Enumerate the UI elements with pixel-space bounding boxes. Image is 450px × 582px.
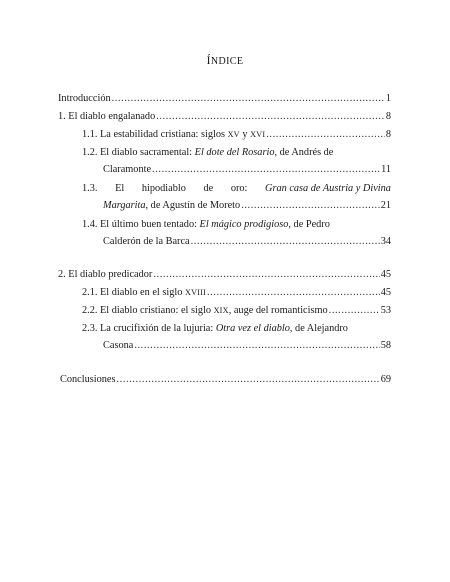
- toc-entry-label: [103, 200, 240, 212]
- toc-entry-label: 2. El diablo predicador: [58, 269, 153, 280]
- toc-entry-label: [82, 129, 265, 141]
- toc-entry-1-4-line-1[interactable]: [82, 219, 391, 231]
- small-caps-numeral: XV: [227, 130, 240, 139]
- dot-leader: [153, 269, 379, 281]
- label-part: 1.4. El último buen tentado:: [82, 219, 200, 230]
- toc-entry-2-3-line-1[interactable]: [82, 323, 391, 335]
- toc-entry-label: [82, 287, 206, 299]
- work-title: El dote del Rosario: [194, 147, 275, 158]
- dot-leader: [134, 340, 379, 352]
- label-part: El: [115, 183, 125, 194]
- title-initial: Í: [206, 55, 211, 67]
- label-part: , de Andrés de: [274, 147, 334, 158]
- small-caps-numeral: XVIII: [184, 288, 206, 297]
- dot-leader: [329, 305, 380, 317]
- page-title: [0, 55, 450, 67]
- dot-leader: [207, 287, 380, 299]
- toc-entry-label: Conclusiones: [60, 374, 116, 385]
- toc-entry-2-1[interactable]: [82, 287, 391, 299]
- toc-entry-chapter-1[interactable]: [58, 111, 391, 123]
- toc-page-number: 45: [380, 287, 391, 298]
- label-part: , de Alejandro: [289, 323, 348, 334]
- label-part: , de Agustín de Moreto: [145, 200, 241, 211]
- toc-page-number: 8: [385, 129, 391, 140]
- dot-leader: [156, 111, 385, 123]
- toc-entry-1-2-line-1[interactable]: [82, 147, 391, 159]
- label-part: de: [203, 183, 214, 194]
- toc-entry-label: [82, 305, 328, 317]
- toc-page-number: 53: [380, 305, 391, 316]
- toc-page-number: 58: [380, 340, 391, 351]
- dot-leader: [241, 200, 380, 212]
- label-part: , de Pedro: [288, 219, 330, 230]
- toc-entry-1-1[interactable]: [82, 129, 391, 141]
- toc-entry-1-2-line-2[interactable]: [103, 164, 391, 176]
- label-part: 2.2. El diablo cristiano: el siglo: [82, 305, 214, 316]
- work-title: El mágico prodigioso: [199, 219, 289, 230]
- toc-entry-1-4-line-2[interactable]: [103, 236, 391, 248]
- dot-leader: [191, 236, 380, 248]
- dot-leader: [112, 93, 385, 105]
- toc-page-number: 45: [380, 269, 391, 280]
- toc-entry-chapter-2[interactable]: [58, 269, 391, 281]
- toc-entry-1-3-line-2[interactable]: [103, 200, 391, 212]
- toc-entry-label: 1. El diablo engalanado: [58, 111, 156, 122]
- work-title: Margarita: [103, 200, 146, 211]
- toc-entry-1-3-line-1[interactable]: [82, 183, 391, 195]
- toc-page-number: 11: [381, 164, 391, 175]
- dot-leader: [266, 129, 385, 141]
- toc-entry-label: Casona: [103, 340, 134, 351]
- toc-entry-label: Claramonte: [103, 164, 152, 175]
- dot-leader: [117, 374, 380, 386]
- label-part: 1.2. El diablo sacramental:: [82, 147, 195, 158]
- toc-entry-conclusiones[interactable]: [60, 374, 391, 386]
- toc-entry-label: Calderón de la Barca: [103, 236, 190, 247]
- label-part: 1.1. La estabilidad cristiana: siglos: [82, 129, 228, 140]
- toc-page-number: 69: [380, 374, 391, 385]
- label-part: 1.3.: [82, 183, 98, 194]
- label-part: 2.1. El diablo en el siglo: [82, 287, 185, 298]
- label-part: , auge del romanticismo: [228, 305, 328, 316]
- toc-page-number: 34: [380, 236, 391, 247]
- label-part: y: [239, 129, 251, 140]
- label-part: oro:: [230, 183, 248, 194]
- toc-page-number: 1: [385, 93, 391, 104]
- toc-entry-introduccion[interactable]: [58, 93, 391, 105]
- toc-page-number: 8: [385, 111, 391, 122]
- toc-page-number: 21: [380, 200, 391, 211]
- toc-entry-2-3-line-2[interactable]: [103, 340, 391, 352]
- dot-leader: [152, 164, 380, 176]
- small-caps-numeral: XVI: [250, 130, 266, 139]
- label-part: 2.3. La crucifixión de la lujuria:: [82, 323, 216, 334]
- work-title: Otra vez el diablo: [215, 323, 290, 334]
- title-rest: NDICE: [210, 56, 244, 67]
- small-caps-numeral: XIX: [213, 306, 229, 315]
- label-part: hipodiablo: [141, 183, 186, 194]
- toc-entry-label: Introducción: [58, 93, 111, 104]
- work-title: Gran casa de Austria y Divina: [265, 183, 391, 194]
- toc-entry-2-2[interactable]: [82, 305, 391, 317]
